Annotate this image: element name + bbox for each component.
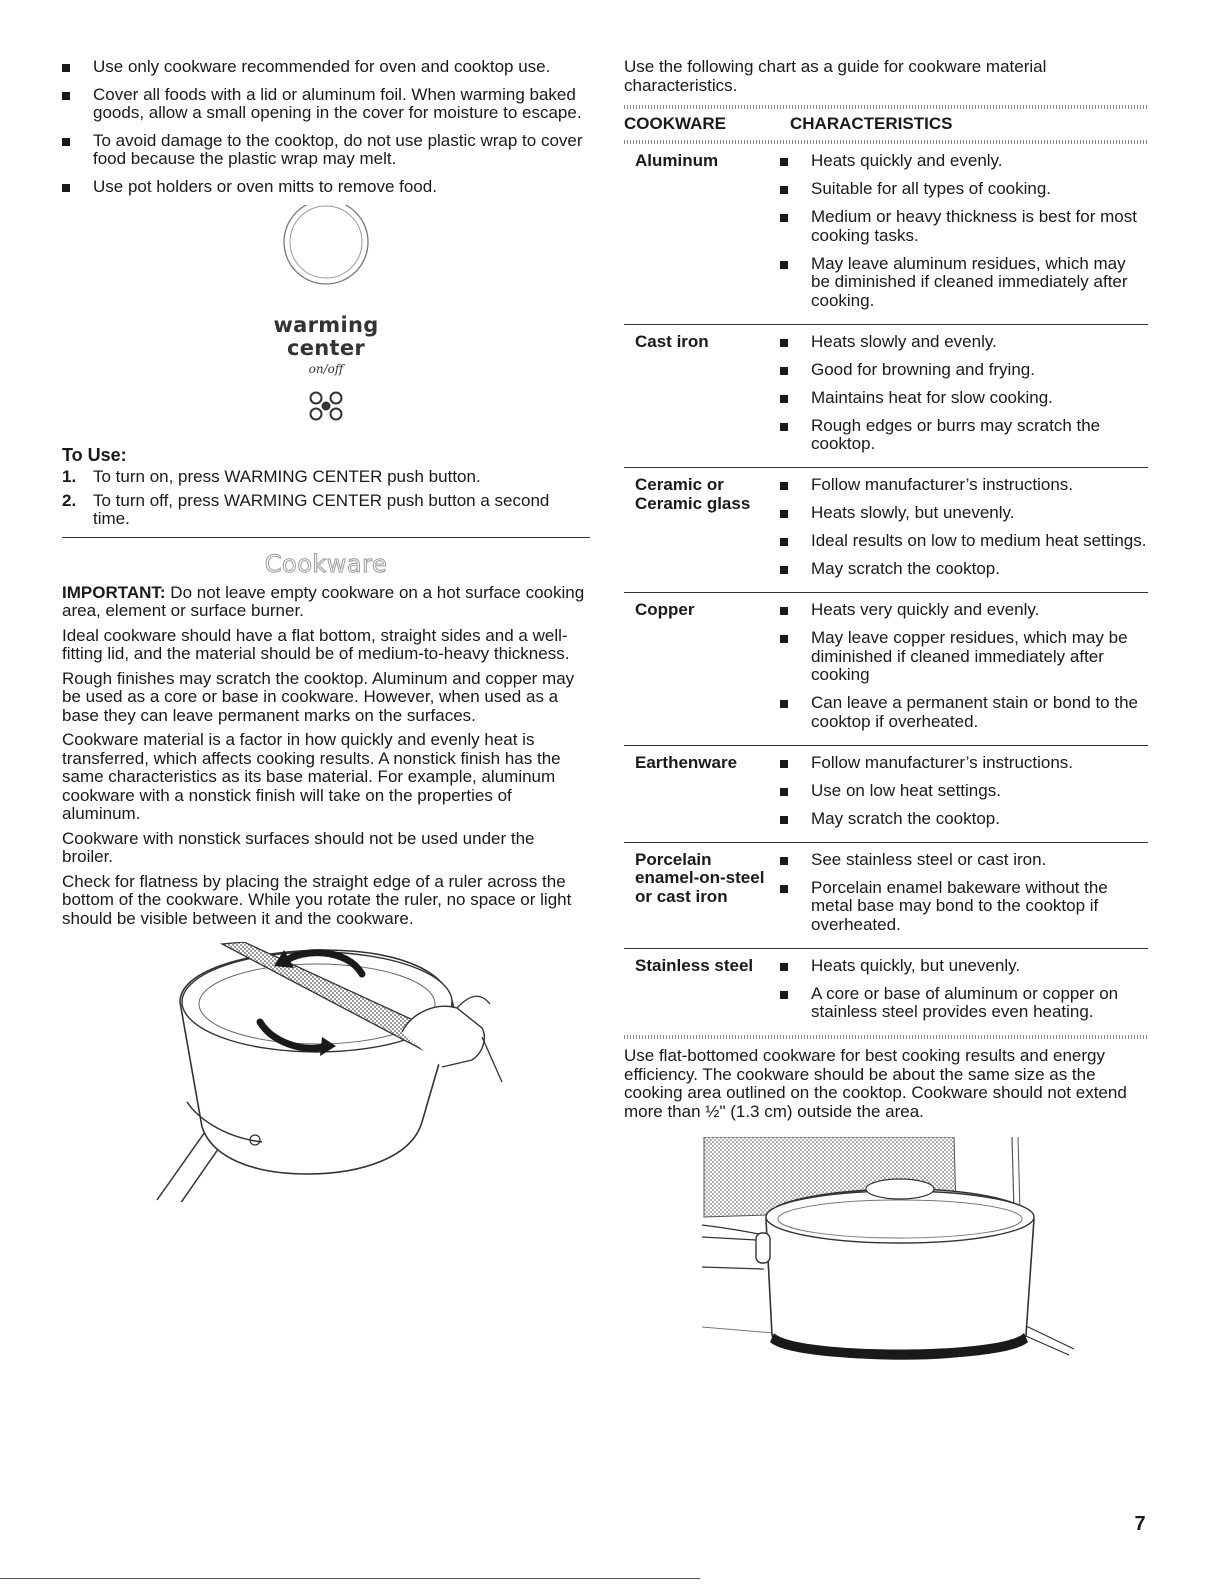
bullet-square-icon bbox=[62, 92, 70, 100]
section-divider bbox=[62, 537, 590, 538]
table-row bbox=[624, 592, 1148, 745]
column-header-characteristics: CHARACTERISTICS bbox=[790, 114, 953, 133]
cookware-name: Cast iron bbox=[635, 331, 709, 351]
bullet-square-icon bbox=[780, 186, 788, 194]
table-row bbox=[624, 144, 1148, 324]
right-column bbox=[624, 58, 1148, 1367]
list-item: May scratch the cooktop. bbox=[780, 810, 1148, 829]
list-item: Heats quickly, but unevenly. bbox=[780, 957, 1148, 976]
list-item: See stainless steel or cast iron. bbox=[780, 851, 1148, 870]
bullet-square-icon bbox=[780, 367, 788, 375]
bullet-square-icon bbox=[780, 214, 788, 222]
list-item: Use pot holders or oven mitts to remove food. bbox=[62, 178, 590, 197]
list-item: Maintains heat for slow cooking. bbox=[780, 389, 1148, 408]
to-use-heading: To Use: bbox=[62, 445, 127, 465]
bullet-square-icon bbox=[780, 158, 788, 166]
bullet-square-icon bbox=[62, 138, 70, 146]
list-item: Porcelain enamel bakeware without the metal base may bond to the cooktop if overheated. bbox=[780, 879, 1148, 935]
bullet-square-icon bbox=[780, 788, 788, 796]
left-column bbox=[62, 58, 590, 1202]
bullet-square-icon bbox=[780, 566, 788, 574]
warming-center-label: warming bbox=[273, 313, 379, 337]
list-item: Cover all foods with a lid or aluminum foil. When warming baked goods, allow a small opening in the cover for moisture to escape. bbox=[62, 86, 590, 123]
page-bottom-rule bbox=[0, 1578, 700, 1579]
list-item: Good for browning and frying. bbox=[780, 361, 1148, 380]
list-item: Medium or heavy thickness is best for most cooking tasks. bbox=[780, 208, 1148, 245]
paragraph: Cookware material is a factor in how quickly and evenly heat is transferred, which affects cooking results. A nonstick finish has the same characteristics as its base material. For example, aluminum cookware with a nonstick finish will take on the properties of aluminum. bbox=[62, 730, 561, 823]
list-item: Use only cookware recommended for oven and cooktop use. bbox=[62, 58, 590, 77]
paragraph: Cookware with nonstick surfaces should not be used under the broiler. bbox=[62, 828, 535, 866]
bullet-square-icon bbox=[780, 261, 788, 269]
cookware-section-title: Cookware bbox=[264, 549, 388, 578]
cookware-name: Stainless steel bbox=[635, 955, 754, 975]
list-item: May leave copper residues, which may be diminished if cleaned immediately after cooking bbox=[780, 629, 1148, 685]
warming-center-label-2: center bbox=[286, 336, 366, 360]
bullet-square-icon bbox=[780, 760, 788, 768]
characteristics-list bbox=[780, 333, 1148, 464]
list-item: May leave aluminum residues, which may be diminished if cleaned immediately after cooking. bbox=[780, 255, 1148, 311]
list-item: A core or base of aluminum or copper on stainless steel provides even heating. bbox=[780, 985, 1148, 1022]
ruler-on-pan-icon bbox=[62, 942, 590, 1202]
table-row bbox=[624, 948, 1148, 1036]
to-use-steps bbox=[62, 468, 590, 529]
list-item: To avoid damage to the cooktop, do not use plastic wrap to cover food because the plastic wrap may melt. bbox=[62, 132, 590, 169]
characteristics-list bbox=[780, 957, 1148, 1032]
cookware-name: Aluminum bbox=[635, 151, 719, 170]
chart-intro: Use the following chart as a guide for cookware material characteristics. bbox=[624, 57, 1047, 95]
list-item: Heats slowly and evenly. bbox=[780, 333, 1148, 352]
warming-tips-list bbox=[62, 58, 590, 196]
table-row bbox=[624, 745, 1148, 842]
paragraph: Check for flatness by placing the straight edge of a ruler across the bottom of the cookware. While you rotate the ruler, no space or light should be visible between it and the cookware. bbox=[62, 871, 572, 928]
cookware-name: Copper bbox=[635, 600, 695, 619]
bullet-square-icon bbox=[780, 395, 788, 403]
bullet-square-icon bbox=[780, 607, 788, 615]
bullet-square-icon bbox=[780, 635, 788, 643]
list-item: Can leave a permanent stain or bond to the cooktop if overheated. bbox=[780, 694, 1148, 731]
list-item: May scratch the cooktop. bbox=[780, 560, 1148, 579]
paragraph: Rough finishes may scratch the cooktop. Aluminum and copper may be used as a core or base in cookware. However, when used as a base they can leave permanent marks on the surfaces. bbox=[62, 668, 575, 725]
characteristics-list bbox=[780, 476, 1148, 588]
list-item: Heats very quickly and evenly. bbox=[780, 601, 1148, 620]
bullet-square-icon bbox=[62, 64, 70, 72]
bullet-square-icon bbox=[780, 991, 788, 999]
list-item: Rough edges or burrs may scratch the cooktop. bbox=[780, 417, 1148, 454]
bullet-square-icon bbox=[780, 538, 788, 546]
cookware-name: Earthenware bbox=[635, 752, 738, 772]
characteristics-list bbox=[780, 754, 1148, 838]
bullet-square-icon bbox=[780, 885, 788, 893]
list-item: Suitable for all types of cooking. bbox=[780, 180, 1148, 199]
bullet-square-icon bbox=[780, 510, 788, 518]
bullet-square-icon bbox=[780, 816, 788, 824]
characteristics-list bbox=[780, 601, 1148, 741]
ruler-flatness-check-illustration bbox=[62, 942, 590, 1202]
bullet-square-icon bbox=[780, 423, 788, 431]
bullet-square-icon bbox=[780, 482, 788, 490]
warming-center-button-illustration bbox=[62, 205, 590, 445]
pot-on-cooktop-illustration bbox=[624, 1137, 1148, 1367]
characteristics-list bbox=[780, 152, 1148, 320]
table-header bbox=[624, 109, 1148, 140]
column-header-cookware: COOKWARE bbox=[624, 114, 726, 133]
bullet-square-icon bbox=[780, 857, 788, 865]
bullet-square-icon bbox=[780, 963, 788, 971]
characteristics-list bbox=[780, 851, 1148, 944]
list-item: Follow manufacturer’s instructions. bbox=[780, 754, 1148, 773]
on-off-label: on/off bbox=[308, 362, 344, 376]
table-row bbox=[624, 467, 1148, 592]
table-row bbox=[624, 324, 1148, 468]
cookware-name: Porcelain enamel-on-steel or cast iron bbox=[635, 849, 765, 906]
list-item: 1. To turn on, press WARMING CENTER push button. bbox=[62, 467, 481, 486]
bullet-square-icon bbox=[780, 339, 788, 347]
paragraph: Ideal cookware should have a flat bottom, straight sides and a well-fitting lid, and the material should be of medium-to-heavy thickness. bbox=[62, 625, 570, 663]
flat-bottom-note: Use flat-bottomed cookware for best cooking results and energy efficiency. The cookware should be about the same size as the cooking area outlined on the cooktop. Cookware should not extend more than ½" (1.3 cm) outside the area. bbox=[624, 1046, 1127, 1121]
pot-on-cooktop-icon bbox=[624, 1137, 1148, 1367]
cookware-name: Ceramic or Ceramic glass bbox=[635, 475, 751, 513]
table-row bbox=[624, 842, 1148, 948]
list-item: Heats slowly, but unevenly. bbox=[780, 504, 1148, 523]
list-item: Follow manufacturer’s instructions. bbox=[780, 476, 1148, 495]
cookware-table bbox=[624, 144, 1148, 1035]
important-note: IMPORTANT: Do not leave empty cookware on a hot surface cooking area, element or surface burner. bbox=[62, 582, 585, 620]
list-item: 2. To turn off, press WARMING CENTER push button a second time. bbox=[62, 490, 550, 528]
bullet-square-icon bbox=[62, 184, 70, 192]
page-number: 7 bbox=[1134, 1513, 1146, 1535]
list-item: Heats quickly and evenly. bbox=[780, 152, 1148, 171]
list-item: Use on low heat settings. bbox=[780, 782, 1148, 801]
list-item: Ideal results on low to medium heat settings. bbox=[780, 532, 1148, 551]
bullet-square-icon bbox=[780, 700, 788, 708]
table-bottom-divider bbox=[624, 1035, 1148, 1039]
